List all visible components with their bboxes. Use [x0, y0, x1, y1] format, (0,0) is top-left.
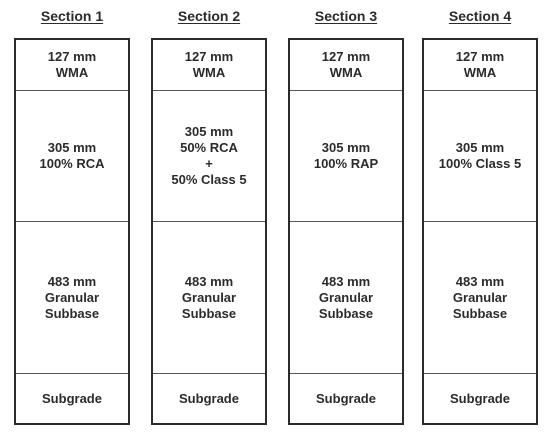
pavement-column: [14, 38, 130, 425]
section-title: Section 1: [40, 8, 104, 24]
subbase-layer: 483 mm Granular Subbase: [153, 222, 265, 374]
section-title: Section 2: [177, 8, 241, 24]
section-title: Section 3: [314, 8, 378, 24]
base-layer: 305 mm 100% RAP: [290, 91, 402, 222]
subgrade-layer: Subgrade: [179, 390, 239, 406]
base-layer: 305 mm 100% RCA: [16, 91, 128, 222]
subgrade-layer: Subgrade: [450, 390, 510, 406]
base-layer: 305 mm 50% RCA + 50% Class 5: [153, 91, 265, 222]
pavement-column: [288, 38, 404, 425]
subbase-layer: 483 mm Granular Subbase: [16, 222, 128, 374]
surface-layer-wma: 127 mm WMA: [16, 40, 128, 91]
subgrade-layer: Subgrade: [42, 390, 102, 406]
surface-layer-wma: 127 mm WMA: [290, 40, 402, 91]
section-title: Section 4: [448, 8, 512, 24]
pavement-column: [422, 38, 538, 425]
surface-layer-wma: 127 mm WMA: [153, 40, 265, 91]
subgrade-layer: Subgrade: [316, 390, 376, 406]
subbase-layer: 483 mm Granular Subbase: [290, 222, 402, 374]
surface-layer-wma: 127 mm WMA: [424, 40, 536, 91]
pavement-column: [151, 38, 267, 425]
base-layer: 305 mm 100% Class 5: [424, 91, 536, 222]
subbase-layer: 483 mm Granular Subbase: [424, 222, 536, 374]
